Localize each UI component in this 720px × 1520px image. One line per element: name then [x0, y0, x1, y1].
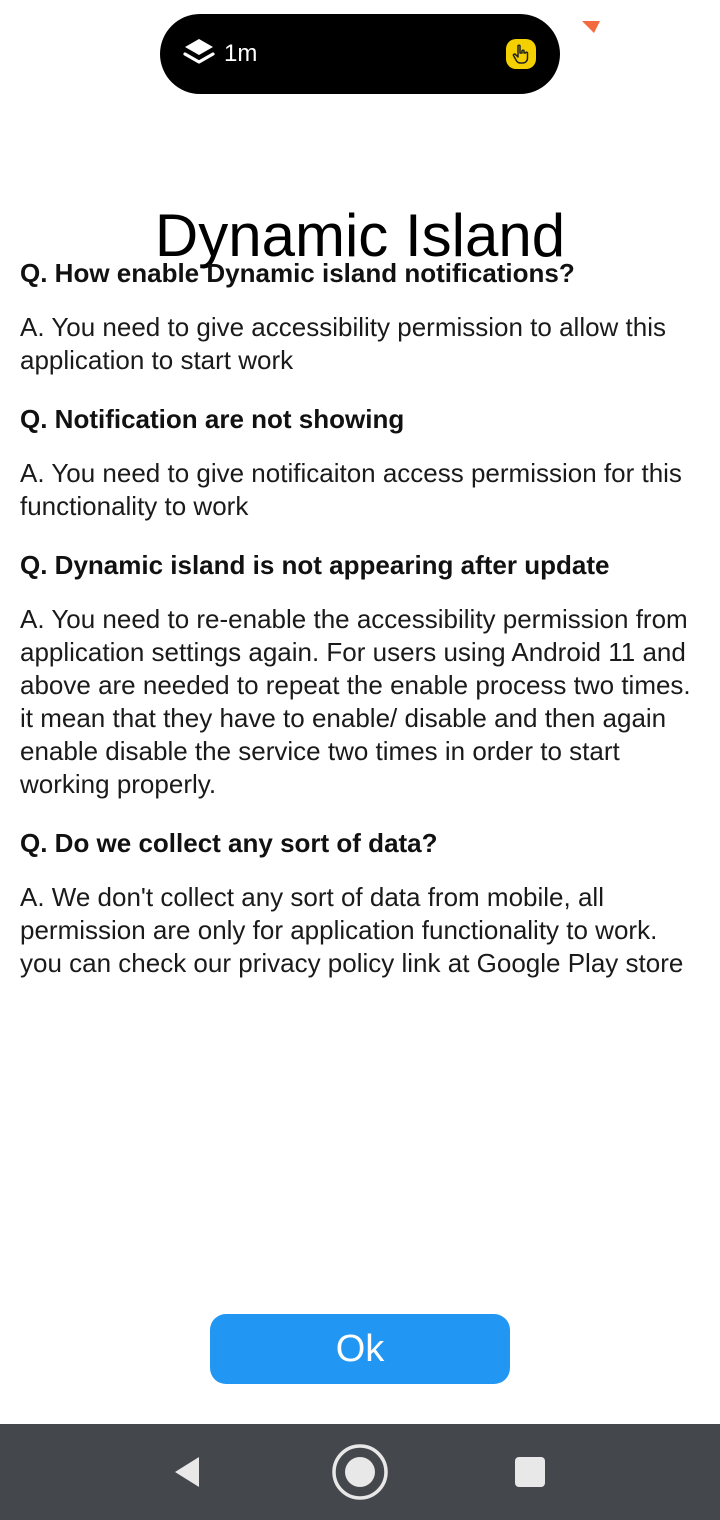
faq-item	[20, 823, 696, 980]
faq-question: Q. How enable Dynamic island notifications?	[20, 258, 575, 288]
layers-icon	[182, 36, 216, 72]
faq-item	[20, 253, 696, 377]
faq-answer: A. You need to give notificaiton access permission for this functionality to work	[20, 458, 682, 521]
faq-list	[20, 253, 696, 1002]
faq-question: Q. Notification are not showing	[20, 404, 405, 434]
faq-item	[20, 399, 696, 523]
system-navigation-bar	[0, 1424, 720, 1520]
faq-question: Q. Do we collect any sort of data?	[20, 828, 438, 858]
dynamic-island-pill[interactable]	[160, 14, 560, 94]
faq-answer: A. You need to give accessibility permission to allow this application to start work	[20, 312, 667, 375]
back-triangle-icon[interactable]	[158, 1442, 218, 1502]
island-timer-text: 1m	[224, 40, 258, 67]
faq-item	[20, 545, 696, 801]
ok-button[interactable]: Ok	[210, 1314, 510, 1384]
corner-marker-icon	[582, 20, 600, 32]
faq-answer: A. You need to re-enable the accessibility permission from application settings again. For users using Android 11 and above are needed to repeat the enable process two times. it mean that they have to enable/ disable and then again enable disable the service two times in order to start working properly.	[20, 604, 691, 799]
hand-pointer-icon[interactable]	[506, 39, 536, 69]
faq-question: Q. Dynamic island is not appearing after update	[20, 550, 610, 580]
recents-square-icon[interactable]	[500, 1442, 560, 1502]
home-circle-icon[interactable]	[330, 1442, 390, 1502]
faq-answer: A. We don't collect any sort of data from mobile, all permission are only for application functionality to work. you can check our privacy policy link at Google Play store	[20, 882, 684, 978]
page-title: Dynamic Island	[154, 202, 566, 270]
